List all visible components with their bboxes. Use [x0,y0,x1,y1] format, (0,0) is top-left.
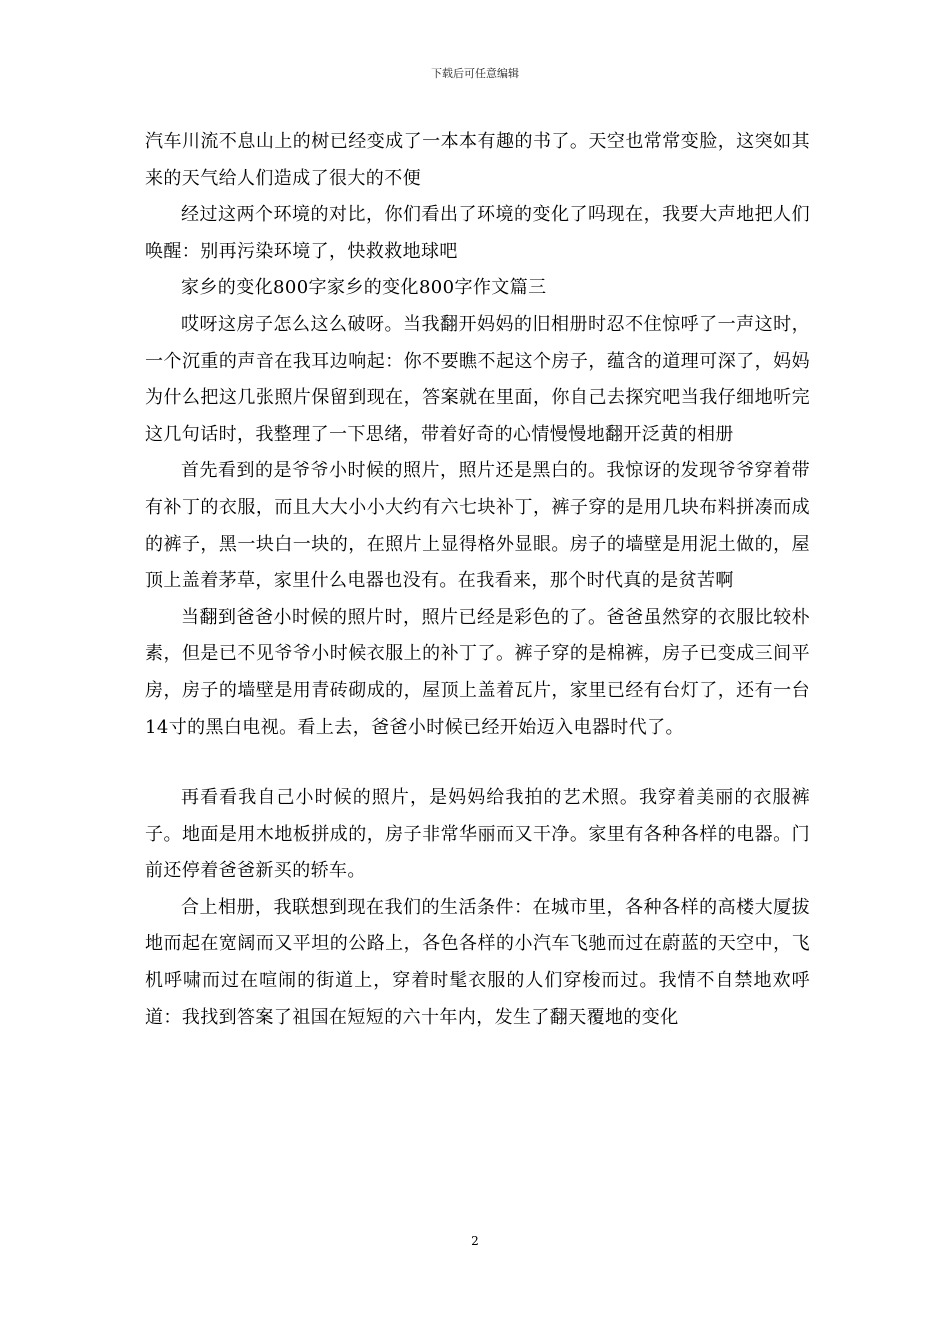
paragraph: 再看看我自己小时候的照片，是妈妈给我拍的艺术照。我穿着美丽的衣服裤子。地面是用木地板拼成的，房子非常华丽而又干净。家里有各种各样的电器。门前还停着爸爸新买的轿车。 [145,787,810,882]
paragraph: 当翻到爸爸小时候的照片时，照片已经是彩色的了。爸爸虽然穿的衣服比较朴素，但是已不见爷爷小时候衣服上的补丁了。裤子穿的是棉裤，房子已变成三间平房，房子的墙壁是用青砖砌成的，屋顶上盖着瓦片，家里已经有台灯了，还有一台14寸的黑白电视。看上去，爸爸小时候已经开始迈入电器时代了。 [145,606,810,738]
document-body [145,124,810,1036]
paragraph: 首先看到的是爷爷小时候的照片，照片还是黑白的。我惊讶的发现爷爷穿着带有补丁的衣服，而且大大小小大约有六七块补丁，裤子穿的是用几块布料拼凑而成的裤子，黑一块白一块的，在照片上显得格外显眼。房子的墙壁是用泥土做的，屋顶上盖着茅草，家里什么电器也没有。在我看来，那个时代真的是贫苦啊 [145,460,810,592]
paragraph: 经过这两个环境的对比，你们看出了环境的变化了吗现在，我要大声地把人们唤醒：别再污染环境了，快救救地球吧 [145,204,810,262]
page-number: 2 [471,1234,479,1248]
paragraph-continuation: 汽车川流不息山上的树已经变成了一本本有趣的书了。天空也常常变脸，这突如其来的天气给人们造成了很大的不便 [145,131,810,189]
page-header: 下载后可任意编辑 [431,67,519,80]
paragraph: 哎呀这房子怎么这么破呀。当我翻开妈妈的旧相册时忍不住惊呼了一声这时，一个沉重的声音在我耳边响起：你不要瞧不起这个房子，蕴含的道理可深了，妈妈为什么把这几张照片保留到现在，答案就在里面，你自己去探究吧当我仔细地听完这几句话时，我整理了一下思绪，带着好奇的心情慢慢地翻开泛黄的相册 [145,313,810,445]
section-title: 家乡的变化800字家乡的变化800字作文篇三 [181,277,547,299]
paragraph: 合上相册，我联想到现在我们的生活条件：在城市里，各种各样的高楼大厦拔地而起在宽阔而又平坦的公路上，各色各样的小汽车飞驰而过在蔚蓝的天空中，飞机呼啸而过在喧闹的街道上，穿着时髦衣服的人们穿梭而过。我情不自禁地欢呼道：我找到答案了祖国在短短的六十年内，发生了翻天覆地的变化 [145,896,810,1028]
